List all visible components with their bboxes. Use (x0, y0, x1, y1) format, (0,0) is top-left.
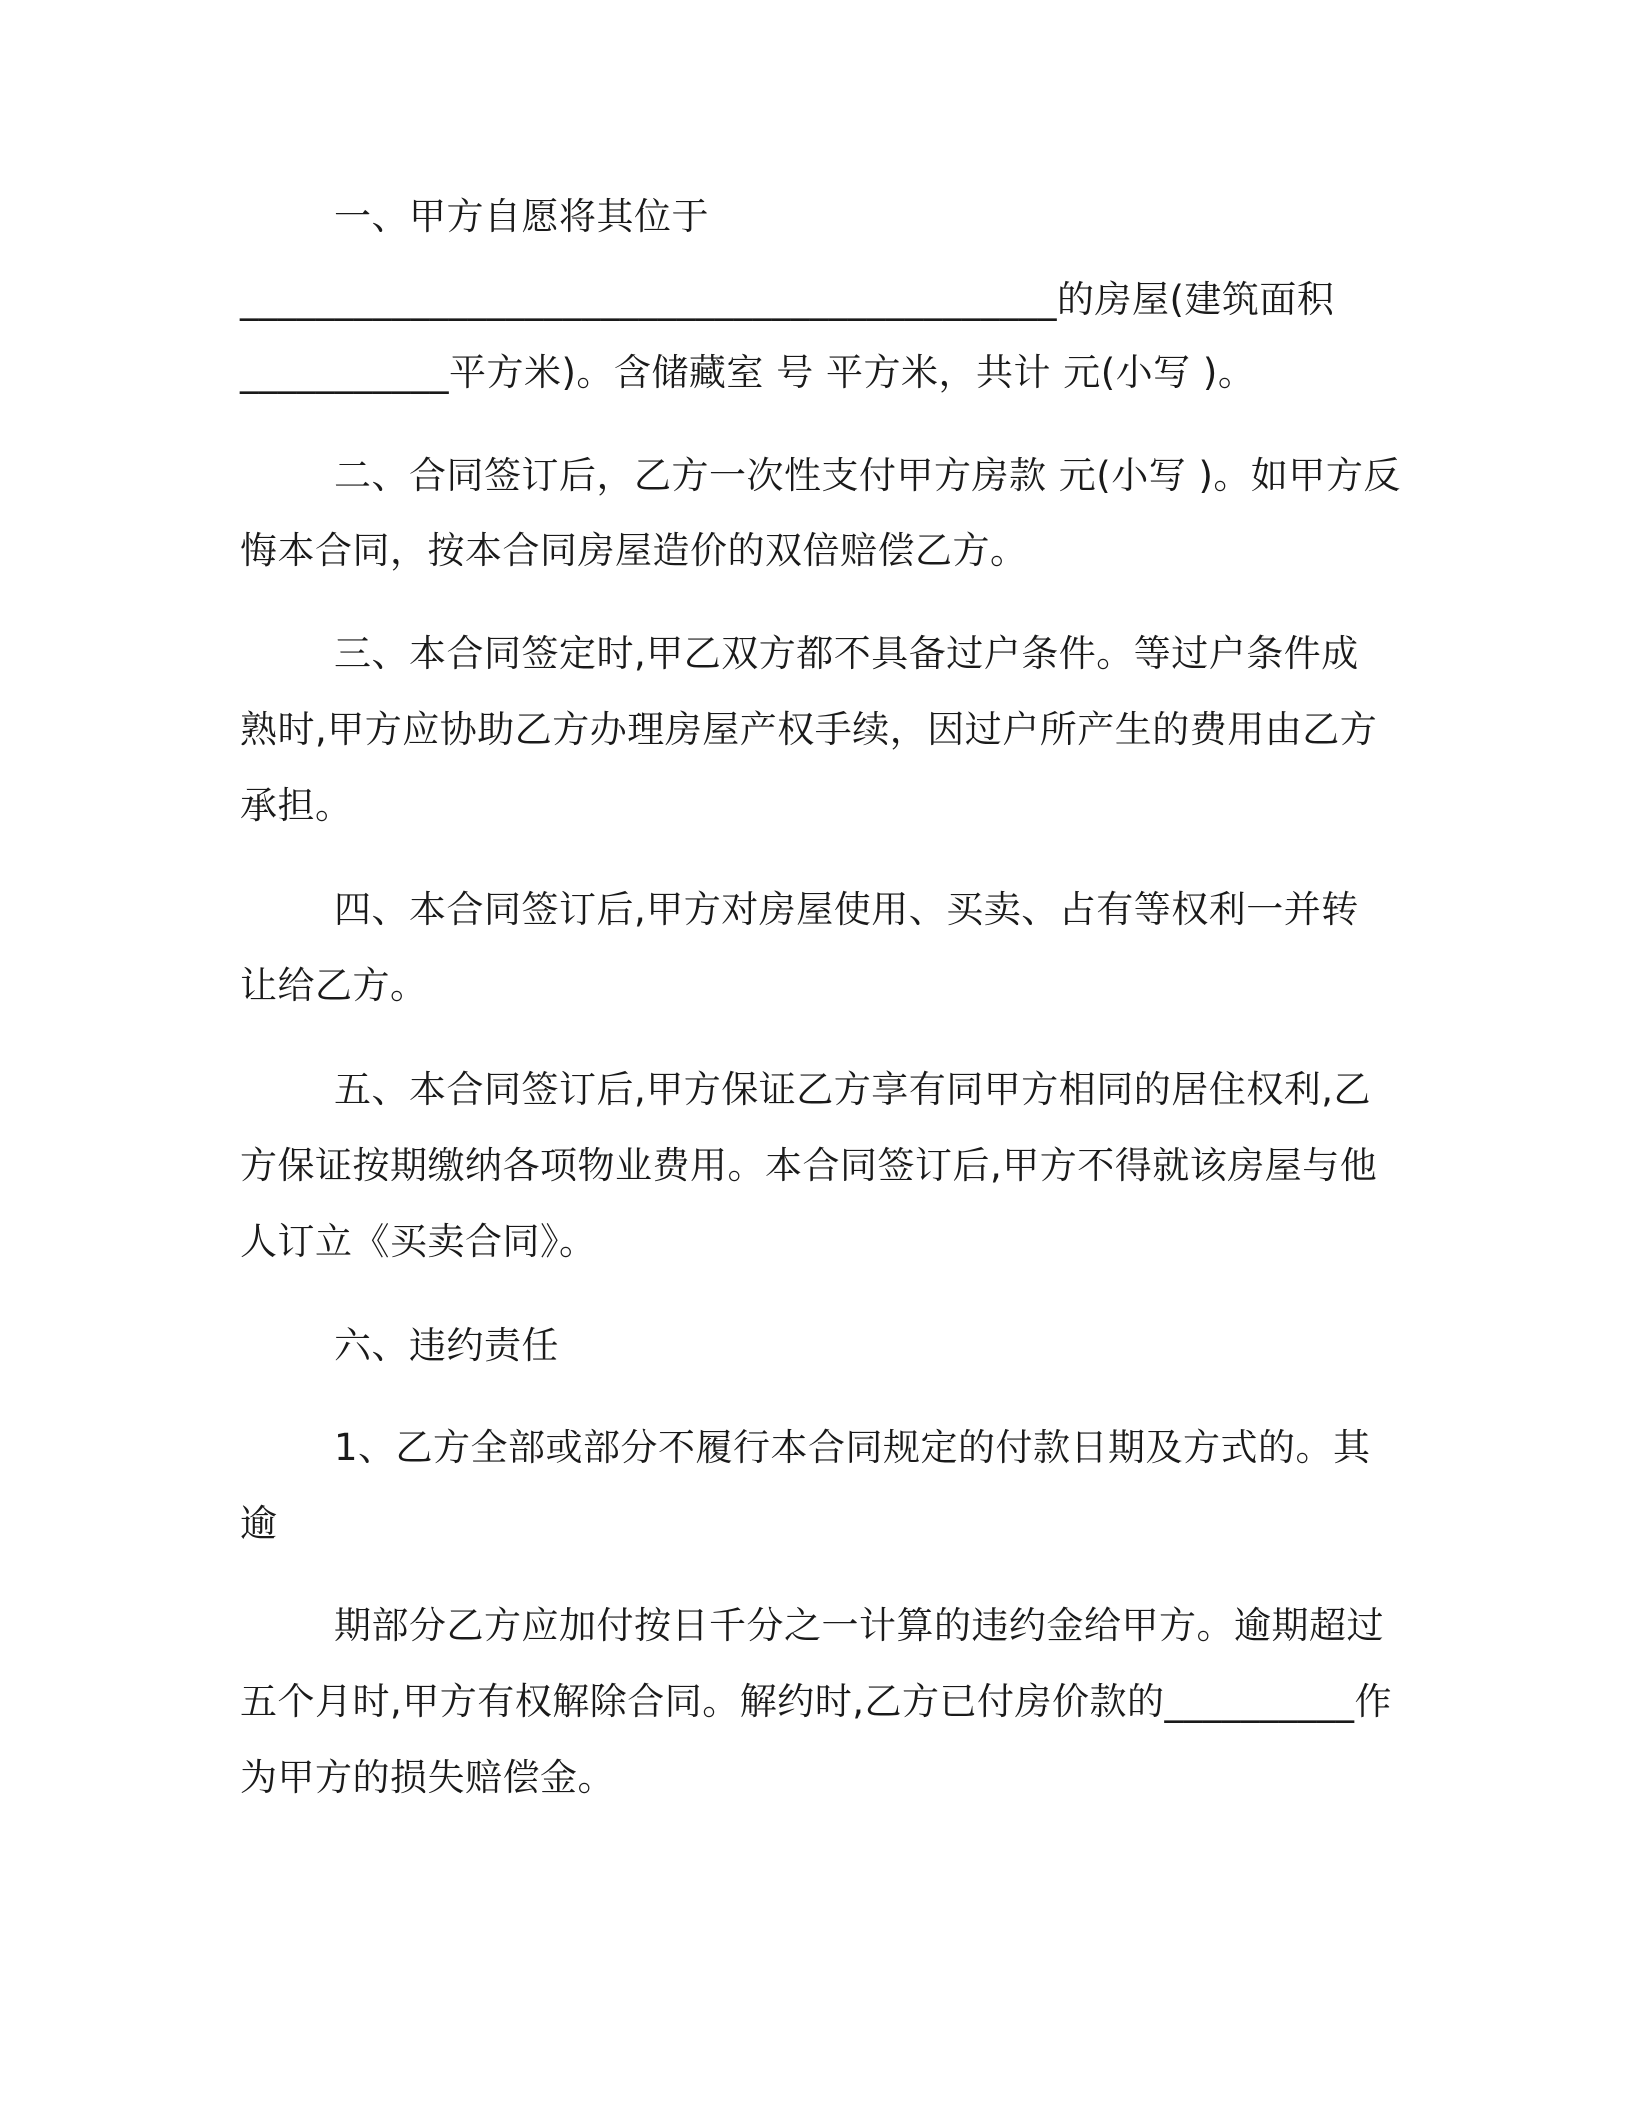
clause-1-line-1: 一、甲方自愿将其位于 (334, 195, 709, 238)
clause-2-line-1: 二、合同签订后，乙方一次性支付甲方房款 元(小写 )。如甲方反 (334, 454, 1401, 497)
clause-1-line-3: ___________平方米)。含储藏室 号 平方米，共计 元(小写 )。 (240, 351, 1256, 394)
clause-2-line-2: 悔本合同，按本合同房屋造价的双倍赔偿乙方。 (240, 529, 1028, 572)
clause-1-line-2: ___________________________________________的房屋(建筑面积 (240, 278, 1335, 321)
clause-5-line-2: 方保证按期缴纳各项物业费用。本合同签订后,甲方不得就该房屋与他 (240, 1144, 1378, 1187)
clause-6-item-1-line-1: 1、乙方全部或部分不履行本合同规定的付款日期及方式的。其 (334, 1426, 1371, 1469)
clause-6-item-1-line-3: 期部分乙方应加付按日千分之一计算的违约金给甲方。逾期超过 (334, 1604, 1384, 1647)
clause-6-item-1-line-2: 逾 (240, 1502, 278, 1545)
clause-6-item-1-line-5: 为甲方的损失赔偿金。 (240, 1756, 615, 1799)
clause-6-item-1-line-4: 五个月时,甲方有权解除合同。解约时,乙方已付房价款的__________作 (240, 1680, 1393, 1723)
clause-3-line-1: 三、本合同签定时,甲乙双方都不具备过户条件。等过户条件成 (334, 632, 1359, 675)
clause-6-heading: 六、违约责任 (334, 1324, 559, 1367)
clause-3-line-3: 承担。 (240, 784, 353, 827)
clause-3-line-2: 熟时,甲方应协助乙方办理房屋产权手续，因过户所产生的费用由乙方 (240, 708, 1378, 751)
clause-5-line-1: 五、本合同签订后,甲方保证乙方享有同甲方相同的居住权利,乙 (334, 1068, 1372, 1111)
clause-4-line-2: 让给乙方。 (240, 964, 428, 1007)
clause-5-line-3: 人订立《买卖合同》。 (240, 1220, 597, 1263)
clause-4-line-1: 四、本合同签订后,甲方对房屋使用、买卖、占有等权利一并转 (334, 888, 1359, 931)
